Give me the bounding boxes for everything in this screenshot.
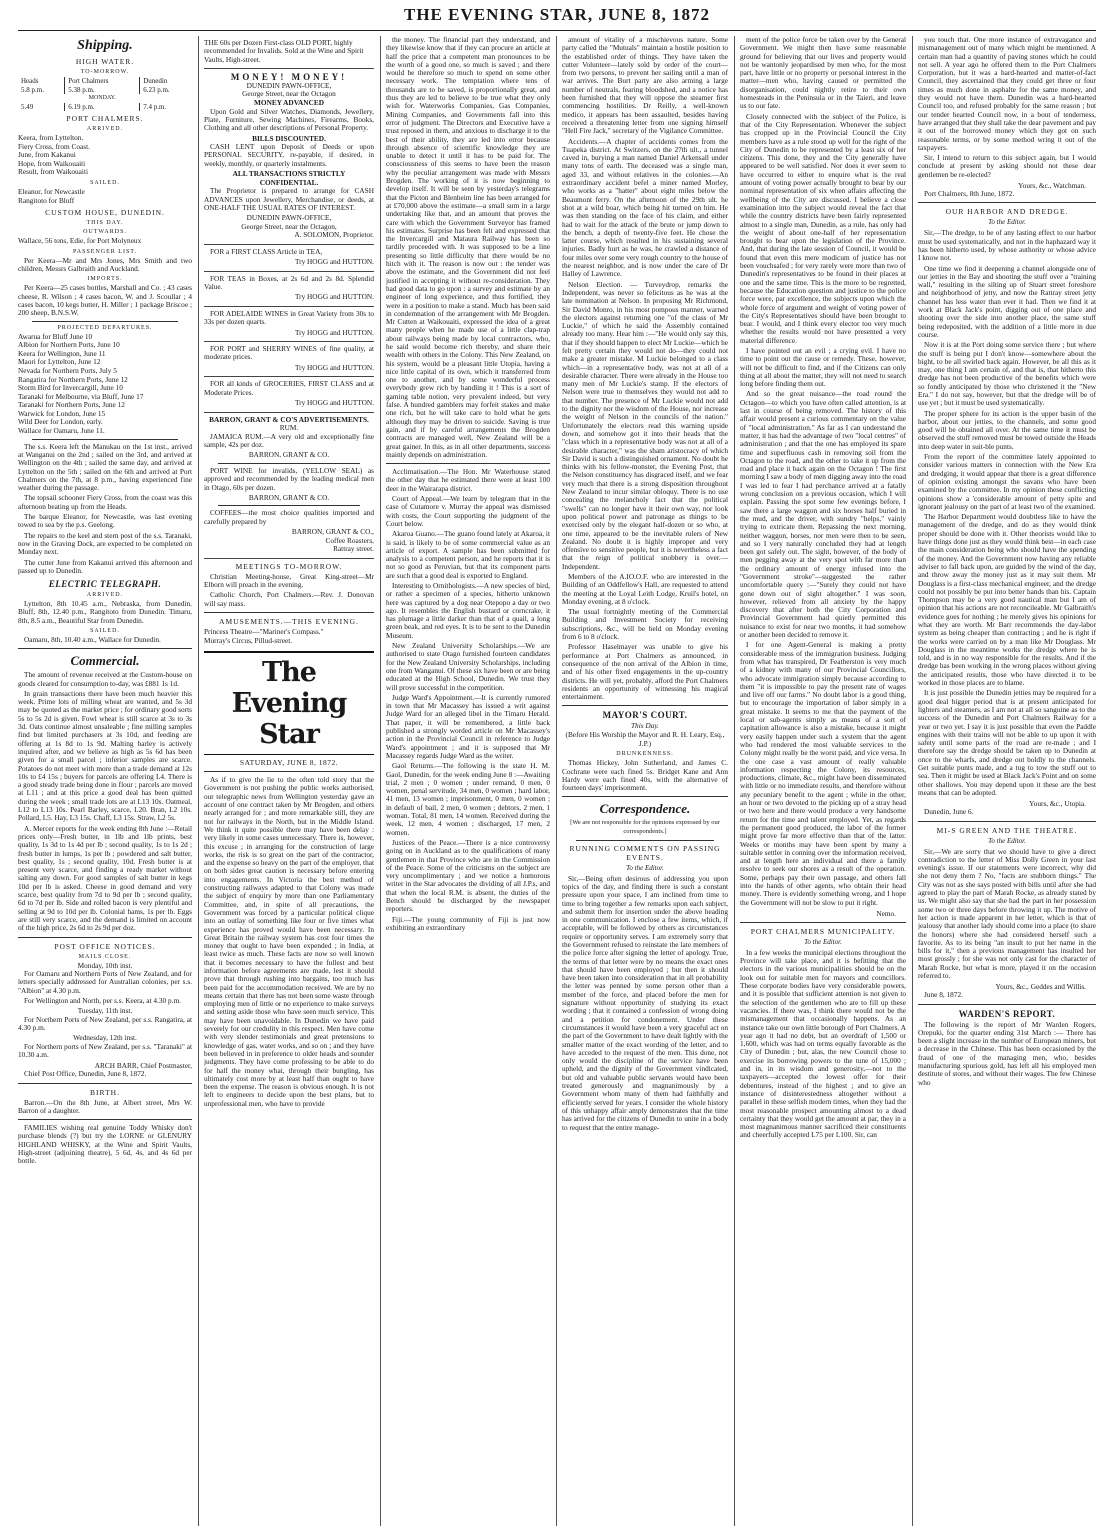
tide-cell (18, 94, 65, 103)
mail-notice: Monday, 10th inst. (77, 960, 133, 970)
shipping-note: The repairs to the keel and stern post of the s.s. Taranaki, now in the Graving Dock, are expected to be completed on Monday next. (18, 530, 192, 557)
departure-item: Albion for Northern Ports, June 10 (18, 341, 120, 350)
article-paragraph: Members of the A.IO.O.F. who are interested in the Building of an Oddfellow's Hall, are requested to attend the meeting at the Loyal Leith Lodge, Kruil's hotel, on Monday evening, at 8 o'clock. (562, 572, 728, 606)
customs-heading: CUSTOM HOUSE, DUNEDIN. (45, 208, 165, 218)
advert-hogg-hutton (204, 377, 374, 412)
shipping-note: The barque Eleanor, for Newcastle, was last evening towed to sea by the p.s. Geelong. (18, 512, 192, 530)
letter-location: Dunedin, June 6. (924, 807, 974, 817)
advert-pawn-office (204, 69, 374, 245)
advert-line: George Street, near the Octagon, (241, 221, 337, 231)
advert-signature: Rattray street. (333, 544, 374, 554)
advert-text: COFFEES—the most choice qualities imported and carefully prepared by (204, 508, 374, 526)
mail-notice: Tuesday, 11th inst. (77, 1006, 133, 1016)
article-paragraph: Judge Ward's Appointment.—It is currently rumored in town that Mr Macassey has issued a writ against Judge Ward for an alleged libel in the Timaru Herald. That paper, it will be remembered, a little back published a strongly worded article on Mr Macassey's action in the Provincial Council in reference to Judge Ward's appointment ; and it is supposed that Mr Macassey regards Judge Ward as the writer. (386, 692, 550, 760)
column-divider (734, 36, 735, 1526)
advert-line: Upon Gold and Silver Watches, Diamonds, Jewellery, Plate, Furniture, Sewing Machines, Firearms, Books, Clothing and all other descriptions of Personal Property. (204, 106, 374, 133)
tide-cell: 6.19 p.m. (65, 103, 140, 112)
column-5 (740, 36, 906, 1526)
outwards-heading: OUTWARDS. (83, 229, 127, 236)
article-paragraph: Professor Haselmayer was unable to give his performance at Port Chalmers as announced, in consequence of the non arrival of the Albion in time, and of his other fixed engagements in the up-country districts. He will yet, probably, afford the Port Chalmers residents an opportunity of witnessing his magical entertainment. (562, 642, 728, 702)
advert-signature: Try HOGG and HUTTON. (294, 397, 374, 407)
advert-signature: Try HOGG and HUTTON. (294, 362, 374, 372)
article-paragraph: Gaol Returns.—The following is the state H. M. Gaol, Dunedin, for the week ending June 8 :—Awaiting trial, 2 men ; 0 women ; under remand, 0 men, 0 women, penal servitude, 34 men, 0 women ; hard labor, 41 men, 13 women ; imprisonment, 0 men, 0 women ; in default of bail, 2 men, 0 women ; debtors, 2 men, 1 woman. Total, 81 men, 14 women. Received during the week, 12 men, 4 women ; discharged, 17 men, 2 women. (386, 761, 550, 837)
divider (918, 821, 1096, 822)
court-paragraph: Thomas Hickey, John Sutherland, and James C. Cochrane were each fined 5s. Bridget Kane and Ann Hardy were each fined 40s, with the alternative of fourteen days' imprisonment. (562, 758, 728, 793)
tel-sailed-heading: SAILED. (90, 628, 120, 634)
letter-paragraph: And so the great nuisance—the road round the Octagon—to which you have often called attention, is at last in course of being removed. The history of this affair would present a curious commentary on the value of "local administration." As far as I can understand the matter, it has had the advantage of two "local centres" of administration ; and that the one has employed its spare time and superfluous cash in removing soil from the Octagon to the road, and the other to take it up from the road and place it back again on the Octagon ! The first morning I saw a body of men digging away into the road I was led to fear I had perchance arrived at a fatally wrong conclusion on a previous occasion, which I will explain. Passing the spot some few evenings before, I saw there a large waggon and six horses half buried in the mud, and the driver, with sundry "helps," vainly trying to extricate them. Repassing the next morning, neither waggon, horses, nor men were then to be seen, and so I very naturally concluded they had at length been got safely out. The sight, however, of the body of men pegging away at the very spot with far more than the ordinary amount of energy infused into the "Government stroke"—suggested the rather uncomfortable query :—"Surely they could not have gone down out of sight altogether." I was soon, however, relieved from all anxiety by the happy discovery that after both the City Corporation and Provincial Government had quietly permitted this nuisance to exist for near two months, it had somehow or another been decided to remove it. (740, 389, 906, 640)
high-water-heading: HIGH WATER. (75, 57, 135, 66)
postmaster-signature: ARCH BARR, Chief Postmaster, (94, 1060, 192, 1070)
arrival-item: Fiery Cross, from Coast. (18, 142, 90, 151)
advert-signature: BARRON, GRANT & CO., (291, 527, 374, 536)
advert-hogg-hutton (204, 245, 374, 272)
article-paragraph: Court of Appeal.—We learn by telegram that in the case of Cutamore v. Murray the appeal was dismissed with costs, the Court supporting the judgment of the Court below. (386, 494, 550, 528)
advert-line: DUNEDIN PAWN-OFFICE, (246, 80, 332, 90)
advert-line: The Proprietor is prepared to arrange for CASH ADVANCES upon Jewellery, Merchandise, or deeds, at ONE-HALF THE USUAL RATES OF INTEREST. (204, 186, 374, 212)
column-6 (918, 36, 1096, 1526)
newspaper-nameplate: The Evening Star (204, 651, 374, 755)
letter-paragraph: From the report of the committee lately appointed to consider various matters in connection with the New Era and dredging, it would appear that there is a great difference of opinion existing amongst the savans who have been examined by the committee. In my opinion these conflicting opinions show a 'considerable amount of petty spite and ignorant jealousy on the part of at least two of the examined. (918, 452, 1096, 511)
tide-table (18, 77, 192, 111)
letter-signature: Yours, &c., Geddes and Willis. (995, 982, 1086, 992)
sailed-item: Eleanor, for Newcastle (18, 187, 85, 196)
tide-cell (140, 94, 192, 103)
tide-cell: 5.49 (21, 102, 34, 111)
divider (918, 1004, 1096, 1005)
departure-item: Rangatira for Northern Ports, June 12 (18, 375, 128, 384)
advert-text: FOR ADELAIDE WINES in Great Variety from 30s to 33s per dozen quarts. (204, 308, 374, 327)
arrival-item: June, from Kakanui (18, 151, 76, 160)
divider (576, 840, 714, 841)
mail-notice: Wednesday, 12th inst. (73, 1033, 137, 1043)
issue-date: SATURDAY, JUNE 8, 1872. (239, 758, 339, 768)
amusements-heading: AMUSEMENTS.—THIS EVENING. (219, 616, 359, 626)
letter-signature: Yours, &c., Watchman. (1018, 181, 1086, 191)
telegraph-heading: ELECTRIC TELEGRAPH. (48, 579, 162, 590)
advert-text: PORT WINE for invalids, (YELLOW SEAL) as approved and recommended by the leading medical men in Otago, 60s per dozen. (204, 465, 374, 492)
whisky-advert: FAMILIES wishing real genuine Toddy Whisky don't purchase blends (?) but try the LORNE or GLENURY HIGHLAND WHISKY, at the Wine and Spirit Vaults, High-street (adjoining theatre), 5 6d, 4s, and 4s 6d per bottle. (18, 1123, 192, 1166)
advert-hogg-hutton (204, 342, 374, 377)
advert-title: BARRON, GRANT & CO'S ADVERTISEMENTS. (209, 414, 369, 424)
column-divider (912, 36, 913, 1526)
advert-text: JAMAICA RUM.—A very old and exceptionally fine sample, 42s per doz. (204, 431, 374, 450)
tide-cell: Dunedin (140, 77, 192, 86)
tide-cell: 6.23 p.m. (140, 86, 192, 95)
departure-item: Warwick for London, June 15 (18, 409, 106, 418)
advert-line: ALL TRANSACTIONS STRICTLY CONFIDENTIAL. (232, 169, 346, 187)
divider (218, 505, 360, 506)
letter-paragraph: The proper sphere for its action is the upper basin of the harbor, about our jetties, to the channels, and some good good will be obtained all over. At the same time it must be observed the stuff removed must be towed outside the Heads into deep water in suit-ble punts. (918, 408, 1096, 451)
letter-paragraph: I for one Agent-General is making a pretty considerable mess of the immigration business. Judging from what has transpired, Dr Featherston is very much of a kidney with many of our Provincial Councillors, who advocate immigration simply because according to them "it is impossible to pay the present rate of wages and live off our farms." No doubt labor is a good thing, but to encourage the importation of labor simply in a great mistake. It seems to me that the payment of the local or sub-agents simply as means of a sort of capitation allowance is also a mistake, because it might very easily happen under such a system that the agent who had rendered the most valuable services to the Colony might really be the worst paid, and vice versa. In the one case a vast amount of really valuable information respecting the Colony, its resources, productions, climate, &c., might have been disseminated with little or no immediate results, and therefore without any pecuniary benefit to the agent ; while in the other, an hour or two devoted to the picking up of a stray head or two here and there would produce a very handsome return for the time and talent employed. Yet, as regards the permanent good produced, the labor of the former might prove far more effective than that of the latter. Weeks or months may have been spent by many a suitable settler in conning over the information received, and at length here an individual and there a family resolve to seek our shores as a result of the operation. Some, perhaps pay their own passage, and others fall into the hands of other agents, who obtain their head money. There is evidently something wrong, and I hope the Government will not be slow to put it right. (740, 640, 906, 907)
column-divider (556, 36, 557, 1526)
divider (562, 705, 728, 706)
article-paragraph: The usual fortnightly meeting of the Commercial Building and Investment Society for receiving subscriptions, &c., will be held on Monday evening from 6 to 8 o'clock. (562, 607, 728, 642)
divider (32, 439, 178, 440)
arrival-item: Result, from Waikouaiti (18, 168, 89, 177)
birth-notice: Barron.—On the 8th June, at Albert street, Mrs W. Barron of a daughter. (18, 1097, 192, 1115)
divider (32, 321, 178, 322)
amusement-item: Murray's Circus, Pillud-street. (204, 636, 293, 645)
to-editor-label: To the Editor. (804, 937, 842, 946)
correspondence-note: [We are not responsible for the opinions expressed by our correspondents.] (570, 819, 720, 836)
advert-line: A. SOLOMON, Proprietor. (294, 230, 374, 240)
article-paragraph: Acclimatisation.—The Hon. Mr Waterhouse stated the other day that he estimated there were at least 100 deer in the Wairarapa district. (386, 467, 550, 493)
tide-cell: MONDAY. (88, 95, 116, 101)
divider (386, 463, 550, 464)
departure-item: Taranaki for Northern Ports, June 12 (18, 401, 125, 410)
letter-paragraph: ment of the police force be taken over by the General Government. We might then have some reasonable ground for believing that our lives and property would not be wantonly jeopardised by men who, for the most part, have little or no property or personal interest in the matter—men who, having caused or permitted the disorganisation, could nightly retire to their own homesteads in the Peninsula or in the Taieri, and leave us to our fate. (740, 36, 906, 111)
mail-notice: For Northern Ports of New Zealand, per s.s. Rangatira, at 4.30 p.m. (18, 1014, 192, 1033)
arrived-heading: ARRIVED. (86, 126, 124, 132)
running-comments-heading: RUNNING COMMENTS ON PASSING EVENTS. (569, 843, 721, 862)
divider (18, 1083, 192, 1084)
column-divider (198, 36, 199, 1526)
imports-heading: IMPORTS. (87, 276, 123, 283)
harbour-heading: OUR HARBOR AND DREDGE. (945, 207, 1069, 217)
commercial-paragraph: In grain transactions there have been much heavier this week. Prime lots of milling wheat are wanted, and 5s 3d may be quoted as the market price ; for ordinary good sorts 5s to 5s 2d is given. Fowl wheat is still scarce at 3s to 3s 3d. Oats continue almost unsaleable ; fine milling samples find but limited purchasers at 3s 10d, and feeding are offering at 1s 8d to 1s 9d. Malting barley is actively inquired after, and we believe as high as 5s 6d has been given for a small parcel ; inferior samples are scarce. Potatoes do not meet with more than a trade demand at 12s 10s to £4 15s ; buyers for parcels are offering L4. There is a good steady trade being done in flour ; parcels are moved at L11 ; and at this price a good deal has been quitted during the week ; small trade lots are at L13 10s. Oatmeal, L12 to L13 10s. Pearl Barley, scarce, L20. Bran, L2 10s. Pollard, L5. Hay, L3 15s. Chaff, L3 15s. Straw, L2 5s. (18, 688, 192, 823)
advert-signature: BARRON, GRANT & CO. (248, 450, 330, 460)
divider (562, 796, 728, 797)
commercial-heading: Commercial. (70, 653, 140, 669)
advert-line: MONEY ADVANCED (254, 98, 324, 108)
letter-paragraph: I have pointed out an evil ; a crying evil. I have no time to point out the cause or remedy. These, however, will not be difficult to find, and if the Citizens can only thing at all about the matter, they will not need to search long before finding them out. (740, 345, 906, 389)
arrival-item: Keera, from Lyttelton. (18, 134, 84, 142)
commercial-paragraph: A. Mercer reports for the week ending 8th June :—Retail prices only—Fresh butter, in 1lb and 1lb prints, best quality, 1s 3d to 1s 4d per lb ; second quality, 1s to 1s 2d ; fresh butter in lumps, 1s per lb ; powdered and salt butter, best quality, 1s ; second quality, 10d. Fresh butter is at present very scarce, and finding a ready market without salting any down. For good samples of salt butter in kegs 10d per lb is asked. Cheese in good demand and very scarce, best quality from 7d to 9d per lb ; second quality, 6d to 7d per lb. Side and rolled bacon is very plentiful and selling at 9d to 10d per lb. Colonial hams, 1s per lb. Eggs are still very scarce, and the demand is limited on account of the high price, 2s 6d to 2s 9d per doz. (18, 823, 192, 933)
letter-paragraph: In a few weeks the municipal elections throughout the Province will take place, and it is befitting that the electors in the various municipalities should be on the look out for suitable men for mayors and councillors. These corporate bodies have very considerable powers, and it is possible that sufficient attention is not given to the selection of the gentlemen who are to fill up these vacancies. If there was, I think there would not be the mismanagement that occasionally happens. As an instance take our own little borough of Port Chalmers. A year ago it had no debt, but an overdraft of 1,500 or 1,600, which was had on terms equally favorable as the City of Dunedin ; but, alas, the new Council chose to exercise its borrowing powers to the tune of 15,000 ; and in, in its wisdom and generosity,—not to the taxpayers—accepted the lowest offer for their debentures, instead of the highest ; and to give an instance of disinterestedness altogether without a parallel in these selfish modern times, when they had the most reasonable prospect amounting almost to a dead certainty that they would get the amount at par, they in a most magnanimous manner sacrificed their constituents and cheerfully accepted L75 per L100. Sir, can (740, 947, 906, 1140)
shipping-note: The cutter June from Kakanui arrived this afternoon and passed up to Dunedin. (18, 557, 192, 575)
drunkenness-heading: DRUNKENNESS. (616, 751, 674, 758)
tide-cell: Heads (21, 77, 39, 85)
mayors-court-heading: MAYOR'S COURT. (602, 710, 688, 721)
divider (204, 612, 374, 613)
mails-close-label: MAILS CLOSE. (78, 953, 132, 960)
arrival-item: Hope, from Waikouaiti (18, 159, 86, 168)
meeting-item: Christian Meeting-house, Great King-street—Mr Elborn will preach in the evening. (204, 571, 374, 590)
column-4 (562, 36, 728, 1526)
divider (18, 648, 192, 649)
letter-location: Port Chalmers, 8th June, 1872. (924, 189, 1015, 199)
tomorrow-label: TO-MORROW. (80, 69, 130, 75)
court-day: This Day. (631, 721, 659, 731)
advert-line: CASH LENT upon Deposit of Deeds or upon PERSONAL SECURITY, re-payable, if desired, in weekly, monthly, or quarterly instalments. (204, 142, 374, 168)
sailed-heading: SAILED. (90, 179, 120, 186)
birth-heading: BIRTH. (90, 1087, 120, 1097)
advert-text: FOR all kinds of GROCERIES, FIRST CLASS and at Moderate Prices. (204, 379, 374, 397)
letter-paragraph: Sir, I intend to return to this subject again, but I would conclude at present by asking should not these dear gentlemen be re-elected? (918, 153, 1096, 179)
leader-paragraph: As if to give the lie to the often told story that the Government is not pushing the public works authorised, our telegraphic news from Wellington yesterday gave an account of one contract taken by Mr Brogden, and others nearly arranged for ; and more remarkable still, they are not for railways in the North, but in the Middle Island. We think it quite possible there may have been delay : very likely in some cases unnecessary. There is, however, this excuse ; in arranging for the construction of large works, the risk is so great on the part of the contractor, and the expense so heavy on the part of the employer, that on both sides great caution is necessary before entering into engagements. In Victoria the best method of constructing railways adapted to that Colony was made the subject of enquiry by more than one Parliamentary Committee, and, in spite of all precautions, the Government was forced by a particular political clique into an outlay of something like four or five times what experience has proved would have been necessary. In Great Britain the railway system has cost four times the money that ought to have been expended ; in India, at least twice as much. These facts are now so well known that it becomes necessary to have the fullest and best information before agreements are made, lest it should prove that through rushing into bargains, too much has been paid for the accommodation received. We are by no means certain that there has not been some waste through employing men of little or no experience to make surveys and setting aside those who have seen much service. This may have been unavoidable. In Dunedin we have paid severely for our credulity in this respect. Men have come with very slender testimonials and great pretensions to knowledge of gas, water works, and so on ; and they have been believed in in preference to older heads and sounder judgments. They have come professing to be able to do for half the money what, through their bungling, has ultimately cost more by at least half than ought to have been the expense. The reason is obvious enough. It is not left to engineers to decide upon the best plans, but to unprofessional men, who have to provide (204, 775, 374, 1108)
passenger-list: Per Keera—Mr and Mrs Jones, Mrs Smith and two children, Messrs Galbraith and Auckland. (18, 255, 192, 274)
outwards-item: Wallace, 56 tons, Edie, for Port Molyneux (18, 237, 142, 246)
letter-location: June 8, 1872. (924, 990, 963, 1000)
telegraph-arrived: Lyttelton, 8th 10.45 a.m., Nebraska, from Dunedin. Bluff, 8th, 12.40 p.m., Rangitoto from Dunedin. Timaru, 8th, 8.5 a.m., Beautiful Star from Dunedin. (18, 599, 192, 625)
column-2 (204, 36, 374, 1526)
letter-paragraph: It is just possible the Dunedin jetties may be required for a good deal bigger period that is at present anticipated for lighters and steamers, as I am not at all so sanguine as to the success of the Dunedin and Port Chalmers Railway for a year or two yet. I say it is just possible that even the Paddle engines with their trains will not be able to up upon it with safety until some parts of the road are re-made ; and I therefore say the dredge should be taken up to Dunedin at once to the wharfs, and dredge out boldly to the channels. Get suitable punts made, and a tug to tow the stuff out to sea. Then it might be used at Black Jack's Point and on some other shallows. You may depend upon it these are the best means that can be adopted. (918, 688, 1096, 797)
departure-item: Keera for Wellington, June 11 (18, 349, 106, 358)
advert-signature: Try HOGG and HUTTON. (294, 292, 374, 302)
column-1 (18, 36, 192, 1526)
letter-paragraph: Sir,—The dredge, to be of any lasting effect to our harbor must be used systematically, and not in the haphazard way it has been hitherto used, by whose authority or whose advice I know not. (918, 228, 1096, 263)
report-paragraph: The following is the report of Mr Warden Rogers, Orepuki, for the quarter ending 31st March :— There has been a slight increase in the number of European miners, but a decrease in the Chinese. This has been occasioned by the fraud of one of the managing men, who, besides manufacturing spurious gold, has left all his employed men destitute of stores, and without their wages. The few Chinese who (918, 1019, 1096, 1087)
advert-signature: Try HOGG and HUTTON. (294, 257, 374, 267)
commercial-paragraph: The amount of revenue received at the Custom-house on goods cleared for consumption to-day, was £881 1s 1d. (18, 670, 192, 688)
tide-cell: 7.4 p.m. (140, 103, 192, 112)
advert-signature: BARRON, GRANT & CO. (248, 492, 330, 502)
article-paragraph: Accidents.—A chapter of accidents comes from the Tuapeka district. At Switzers, on the 27th ult., a tunnel caved in, burying a man named Daniel Arkensall under many tons of earth. The deceased was a single man, aged 33, and without relatives in the colonies.—An extraordinary accident befel a miner named Morley, who works as a "hatter" about eight miles below the Beaumont ferry. On the afternoon of the 29th ult. he shot at a wild boar, which being hit turned on him. He was then standing on the face of his claim, and either had to wait for the attack of the brute or jump down to the bench, a depth of twenty-five feet. He chose the latter course, which resulted in his sustaining several injuries. Badly hurt as he was, he crawled a distance of four miles over some very rough country to the house of the nearest neighbor, and is now under the care of Dr Halley of Lawrence. (562, 136, 728, 279)
article-paragraph: Nelson Election. — Turveydrop, remarks the Independent, was never so felicitous as he was at the late nomination at Nelson. In proposing Mr Richmond, Sir David Monro, in his most pompous manner, warned the electors against returning one "of the class of Mr Luckie," of which he said the Assembly contained already too many. Hear him :—"He would only say this, that if they should happen to elect Mr Luckie—which he felt pretty certain they would not do—they could not make a greater mistake. M Luckie belonged to a class which—in a representative body, was not at all of a desirable character. There were already in the House too many men of Mr Luckie's stamp. If the electors of Nelson were true to themselves they would not add to that number. The presence of Mr Luckie would not add to the dignity nor the wisdom of the House, nor increase the weight of Nelson in the councils of the nation." Unfortunately the electors read this warning upside down, and somehow got it into their heads that the "class which in a representative body was not at all of a desirable character," was the sham aristocracy of which Sir David is such a distinguished ornament. No doubt he thinks with his fellow-monster, the Evening Post, that the Nelson constituency has disgraced itself, and we fear very much that there is a strong disposition throughout New Zealand to incur similar obloquy. There is no use concealing the melancholy fact that the political "swells" can no longer have it their own way, nor look upon political power and patronage as things to be exercised only by the elegant half-dozen or so who, at one time, appeared to be the inevitable rulers of New Zealand. No doubt it is highly improper and very offensive to sensitive people, but it is nevertheless a fact that the reign of political snobbery is over.—Independent. (562, 279, 728, 571)
divider (18, 937, 192, 938)
advert-line: DUNEDIN PAWN-OFFICE, (246, 213, 332, 223)
departure-item: Wallace for Oamaru, June 11. (18, 427, 105, 436)
divider (204, 771, 374, 772)
shipping-note: The s.s. Keera left the Manukau on the 1st inst., arrived at Wanganui on the 2nd ; sailed on the 3rd, and arrived at Wellington on the 4th ; sailed the same day, and arrived at Lyttelton on the 5th ; sailed on the 6th and arrived at Port Chalmers on the 7th, at 8 p.m., having experienced fine weather during the passage. (18, 441, 192, 493)
article-paragraph: Justices of the Peace.—There is a nice controversy going on in Auckland as to the qualifications of many gentlemen in that Province who are in the Commission of the Peace. Some of the criticisms on the subject are very uncomplimentary ; and we notice a humorous writer in the Star advocates the dividing of all J.P.s, and that when the local R.M. is absent, the duties of the Bench should be discharged by the newspaper reporters. (386, 837, 550, 914)
column-divider (380, 36, 381, 1526)
advert-text: FOR a FIRST CLASS Article in TEA, (210, 246, 323, 256)
meeting-item: Catholic Church, Port Chalmers.—Rev. J. Donovan will say mass. (204, 590, 374, 608)
advert-hogg-hutton (204, 272, 374, 307)
advert-signature: Coffee Roasters, (325, 535, 374, 545)
advert-title: MONEY! MONEY! (230, 71, 348, 82)
advert-line: RUM. (279, 423, 299, 433)
advert-hogg-hutton (204, 307, 374, 342)
correspondence-heading: Correspondence. (599, 801, 691, 817)
article-paragraph: Interesting to Ornithologists.—A new species of bird, or rather a specimen of a species, hitherto unknown here was captured by a dog near Otepopo a day or two ago. It resembles the English bustard or corncrake, it has plumage a little darker than that of a quail, a long green beak, and red eyes. It is to be sent to the Dunedin Museum. (386, 581, 550, 640)
court-before: (Before His Worship the Mayor and R. H. Leary, Esq., J.P.) (565, 730, 725, 748)
advert-text: FOR TEAS in Boxes, at 2s 6d and 2s 8d. Splendid Value. (204, 273, 374, 292)
to-editor-label: To the Editor. (988, 836, 1026, 845)
advert-text: THE 60s per Dozen First-class OLD PORT, highly recommended for Invalids. Sold at the Wine and Spirit Vaults, High-street. (204, 38, 364, 64)
departure-item: Nevada for Northern Ports, July 5 (18, 366, 117, 375)
post-office-heading: POST OFFICE NOTICES. (54, 941, 156, 951)
page-title: THE EVENING STAR, JUNE 8, 1872 (404, 5, 710, 24)
shipping-note: The topsail schooner Fiery Cross, from the coast was this afternoon beating up from the Heads. (18, 493, 192, 511)
advert-text: FOR PORT and SHERRY WINES of fine quality, at moderate prices. (204, 344, 374, 362)
advert-port (204, 36, 374, 69)
tide-cell: 5.8 p.m. (21, 85, 44, 94)
passenger-heading: PASSENGER LIST. (72, 248, 137, 255)
divider (918, 202, 1096, 203)
port-municipality-heading: PORT CHALMERS MUNICIPALITY. (750, 926, 896, 936)
departure-item: Taranaki for Melbourne, via Bluff, June 17 (18, 392, 144, 401)
meetings-heading: MEETINGS TO-MORROW. (235, 561, 343, 571)
article-paragraph: New Zealand University Scholarships.—We are authorised to state Otago furnished fourteen candidates for the New Zealand University Scholarships, including one from Wanganui. Of these six have been or are being educated at the High School, Dunedin. We trust they will prove successful in the competition. (386, 641, 550, 692)
divider (218, 463, 360, 464)
amusement-item: Princess Theatre—"Mariner's Compass." (204, 627, 324, 636)
mail-notice: For Wellington and North, per s.s. Keera, at 4.30 p.m. (24, 995, 181, 1005)
departure-item: Awarua for Bluff June 10 (18, 332, 93, 341)
departures-heading: PROJECTED DEPARTURES. (57, 324, 153, 331)
sailed-item: Rangitoto for Bluff (18, 196, 75, 205)
departure-item: Storm Bird for Invercargill, June 10 (18, 384, 123, 393)
shipping-heading: Shipping. (77, 38, 133, 53)
advert-barron-grant (204, 413, 374, 559)
letter-paragraph: Now it is at the Port doing some service there ; but where the stuff is being put I don't know—somewhere about the bight, to be all swirled back again. However, be all this as it may, one thing I am certain of, and that is, that hitherto this dredge has not been productive of the benefits which were so fondly anticipated by those who christened it the "New Era." I do not say, however, but that the dredge will be of use yet ; but it must be used systematically. (918, 340, 1096, 408)
tide-cell: 5.38 p.m. (65, 86, 140, 95)
article-paragraph: amount of vitality of a mischievous nature. Some party called the "Mutuals" maintain a hostile position to the established order of things. They have taken the cutter Volunteer—lately sold by order of the court—from two persons, to prevent her sailing until a man of war arrives. The Burt party are also arming a large number of neutrals, fearing bloodshed, and a notice has been furnished that they will oppose the steamer first commencing hostilities. Dr Reilly, a well-known medico, it appears has been assaulted, besides having received a threatening letter from one signing himself "Hell Fire Jack," secretary of the Vigilance Committee. (562, 36, 728, 136)
letter-paragraph: Closely connected with the subject of the Police, is that of the City Representation. Whenever the subject has cropped up in the Provincial Council the City members have as a rule stood up well for the right of the City of Dunedin to be represented by a least six of her citizens. This done, they and the City generally have appeared to be well satisfied. Nor does it ever seem to have occurred to either to enquire what is the real amount of voting power actually brought to bear by our nominal representation of six when affairs affecting the wellbeing of the City are discussed. I believe a close examination into the subject would reveal the fact that while the country districts have been fairly represented almost to a single man, Dunedin, as a rule, has only had the weight of about one-half of her representation brought to bear upon the legislation of the Province. And, that during the late session of Council, it would be found that even this mere modicum of justice has not been vouchsafed ; for very rarely were more than two of Dunedin's representatives to be found in their places at one and the same time. This is the more to be regretted, because the Education question and justice to the police force were, par excellence, the subjects upon which the whole force of argument and weight of voting power of the City's Representatives should have been brought to bear. I would, and I think every elector too very much whether the results would not have presented a very material difference. (740, 111, 906, 345)
letter-signature: Yours, &c., Utopia. (1029, 799, 1086, 809)
tide-cell: Port Chalmers (65, 77, 140, 86)
to-editor-label: To the Editor. (988, 218, 1026, 227)
wardens-report-heading: WARDEN'S REPORT. (958, 1008, 1056, 1019)
masthead (0, 0, 1114, 30)
green-theatre-heading: MI-S GREEN AND THE THEATRE. (936, 825, 1078, 835)
mail-notice: For Northern ports of New Zealand, per s.s. "Taranaki" at 10.30 a.m. (18, 1042, 192, 1060)
letter-paragraph: Sir,—Being often desirous of addressing you upon topics of the day, and finding there is such a constant pressure upon your space, I am inclined from time to time to bring together a few remarks upon each subject, and submit them for insertion under the above heading in one communication. I enclose a few items, which, if acceptable, will be followed by others as circumstances require or opportunity serves. I am extremely sorry that the Government refused to reinstate the late members of the police force after signing the letter of apology. True, the terms of that letter were by no means the exact ones that should have been employed ; but then it should have been taken into consideration that in all probability the letter was penned by some person other than a member of the force, and placed before the men for signature without opportunity of studying its exact wording ; that it contained a confession of wrong doing and a petition for condonement. Under these circumstances it would have been a very graceful act on the part of the Government to have dealt lightly with the smaller matter of the exact wording of the letter, and to have acceded to the request of the men. This done, not only would the discipline of the service have been upheld, and the dignity of the Government vindicated, but old and valuable public servants would have been treated generously and magnanimously by a Government whom many of them had faithfully and efficiently served for years. I consider the whole history of this unhappy affair amply demonstrates that the time has arrived for the citizens of Dunedin to unite in a body to request that the entire manage- (562, 873, 728, 1132)
divider (18, 1119, 192, 1120)
telegraph-sailed: Oamaru, 8th, 10.40 a.m., Wallace for Dunedin. (24, 635, 161, 644)
article-paragraph: Akaroa Guano.—The guano found lately at Akaroa, it is said, is likely to be of some commercial value as an article of export. A sample has been submitted for analysis to a competent person, and he reports that it is not so good as Peruvian, but that its component parts are such that a good deal is exported to England. (386, 529, 550, 580)
divider (740, 922, 906, 923)
imports-text: Per Keera—25 cases bottles, Marshall and Co. ; 43 cases cheese, R. Wilson ; 4 cases bacon, W. and J. Scoullar ; 4 cases bacon, 10 kegs butter, H. Miller ; 1 package Briscoe ; 200 sheep, B.N.S.W. (18, 283, 192, 318)
this-day-label: THIS DAY. (86, 220, 124, 227)
advert-signature: Try HOGG and HUTTON. (294, 327, 374, 337)
letter-paragraph: The Harbor Department would doubtless like to have the management of the dredge, and do as they would think proper should be done with it. Other theorists would like to have things done just as they would think best—in each case the main consideration being who should have the spending of the money. And the Government now having any reliable adviser to fall back upon, are guided by the wind of the day, and throw away the money just as it may suit them. Mr Douglass is a first-class mechanical engineer, and the dredge could not possibly be put into better hands than his. Captain Thompson may be a very good nautical man but I am of opinion that his actions are not reconcileable. Mr Galbraith's evidence goes for nothing ; he merely gives his opinions for what they are worth. Mr Barr recommends the day-labor system as being cheaper than contracting ; and he is right if the works were carried on by a man like Mr Douglass. Mr Douglass in the meantime works the dredge where he is told, and is in no way responsible for the results. And if the dredge has been working in the wrong places without giving the anticipated results, those who have directed it to be worked in those places are to blame. (918, 512, 1096, 688)
post-office-location: Chief Post Office, Dunedin, June 8, 1872. (24, 1069, 147, 1079)
advert-line: BILLS DISCOUNTED. (252, 133, 326, 143)
departure-item: Wild Deer for London, early. (18, 418, 103, 427)
departure-item: Maori for Lyttelton, June 12 (18, 358, 101, 367)
letter-paragraph: One time we find it deepening a channel alongside one of our jetties in the Bay and shooting the stuff over a "training wall," resulting in the silting up of Stuart street foreshore and neighborhood of jetty, and now the Rattray street jetty channel has less water than ever it had. Then we find it at work at Black Jack's point, digging out of one place and shooting over the side into another place, the same stuff being redeposited, with the addition of a little more in due course. (918, 263, 1096, 339)
mail-notice: For Oamaru and Northern Ports of New Zealand, and for letters specially addressed for Australian colonies, per s.s. "Albion" at 4.30 p.m. (18, 969, 192, 995)
to-editor-label: To the Editor. (626, 863, 664, 872)
masthead-rule (18, 30, 1096, 31)
letter-paragraph: you touch that. One more instance of extravagance and mismanagement out of many which might be mentioned. A certain man had a quantity of paving stones which he could not sell. A year ago he offered them to the Port Chalmers Corporation, but it was a hard-hearted and matter-of-fact Council, they ascertained that they could get three or four times as much done in asphalte for the same money, and they would not have them. Dunedin was a hard-hearted Council too, and refused probably for the same reason ; but our tender hearted Council now, in a bout of tenderness, have arranged that they shall take the dear pavement and pay it out of the borrowed money which they got on such reasonable terms, or by some method wring it out of the taxpayers. (918, 36, 1096, 152)
letter-signature: Nemo. (876, 908, 896, 918)
advert-line: George Street, near the Octagon (242, 89, 336, 99)
letter-paragraph: Sir,—We are sorry that we should have to give a direct contradiction to the letter of Miss Dolly Green in your last evening's issue. If our statements were incorrect, why did she not deny them ? No, "facts are stubborn things." The City was not as she says posted with bills until after she had agreed to play the part of Marah Rocke, as already stated by us. We might also say that she had the part in her possession some two or three days before throwing it up. The motive of her action is made apparent in her letter, which is that of jealousy that another lady should come into a place (to share the honors) where she had considered herself such a favorite. As to its being "an insult to put her name in the bills for it," then a previous management has insulted her most grossly ; for she was not only cast for the character of Marah Rocke, but what is more, played it on the occasion referred to. (918, 846, 1096, 980)
port-chalmers-heading: PORT CHALMERS. (66, 114, 144, 123)
article-paragraph: Fiji.—The young community of Fiji is just now exhibiting an extraordinary (386, 914, 550, 932)
column-3 (386, 36, 550, 1526)
tel-arrived-heading: ARRIVED. (86, 592, 124, 599)
article-paragraph: the money. The financial part they understand, and they likewise know that if they can procure an article at half the price that a competent man pronounces to be the worth of a good one, so much is saved ; and there would be therefore so much to spend on some other necessary work. The temptation where tens of thousands are to be saved, is proportionally great, and thus they are led to believe to be true what they only wish for. Waterworks Companies, Gas Companies, Mining Companies, and Governments fall into this error of judgment. The Directors and Executive have a trust reposed in them, and anxious to discharge it to the best of their ability, they are led into error because through absence of scientific knowledge they are unable to detect it until it has to be paid for. The consciousness of this seems to have been the reason why the peculiar arrangement was made with Messrs Brogden. The working of it is now beginning to develop itself. It will be seen by yesterday's telegrams that the Picton and Blenheim line has been arranged for at £70,000 above the estimate—a small sum in a large undertaking like that, and an amount that proves the care with which the Government Surveyor has framed his estimates. Surprise has been felt and expressed that the Invercargill and Mataura Railway has been so tardily proceeded with. It was supposed to be a line presenting so little difficulty that there would be no hitch with it. The reason is now out : the tender was above the estimate, and the Government did not feel justified in accepting it without re-consideration. They had good data to go upon : a survey and estimate by an engineer of long experience, and thus fortified, they were in a position to make a stand. Much has been said in condemnation of the arrangement with Mr Brogden. Mr Cutten at Waikouaiti, expressed the idea of a great many people when he made use of a little clap-trap about railways being made by local contractors, who, he said would become rich thereby, and share their wealth with others in the Colony. This New Zealand, on his system, would be a pleasant little Utopia, having a nice little capital of its own, which it transferred from one to another, and by some wonderful process everybody grew rich by handling it ! This is a sort of gaming table notion, very prevalent indeed, but very false. A hundred gamblers may forfeit stakes and make one rich, but he will take care to hold what he gets although they may be driven to suicide. Saving is true gain, and if by careful arrangements the Brogden contracts are managed well, New Zealand will be a great gainer. In this, as in all other departments, success mainly depends on administration. (386, 36, 550, 459)
